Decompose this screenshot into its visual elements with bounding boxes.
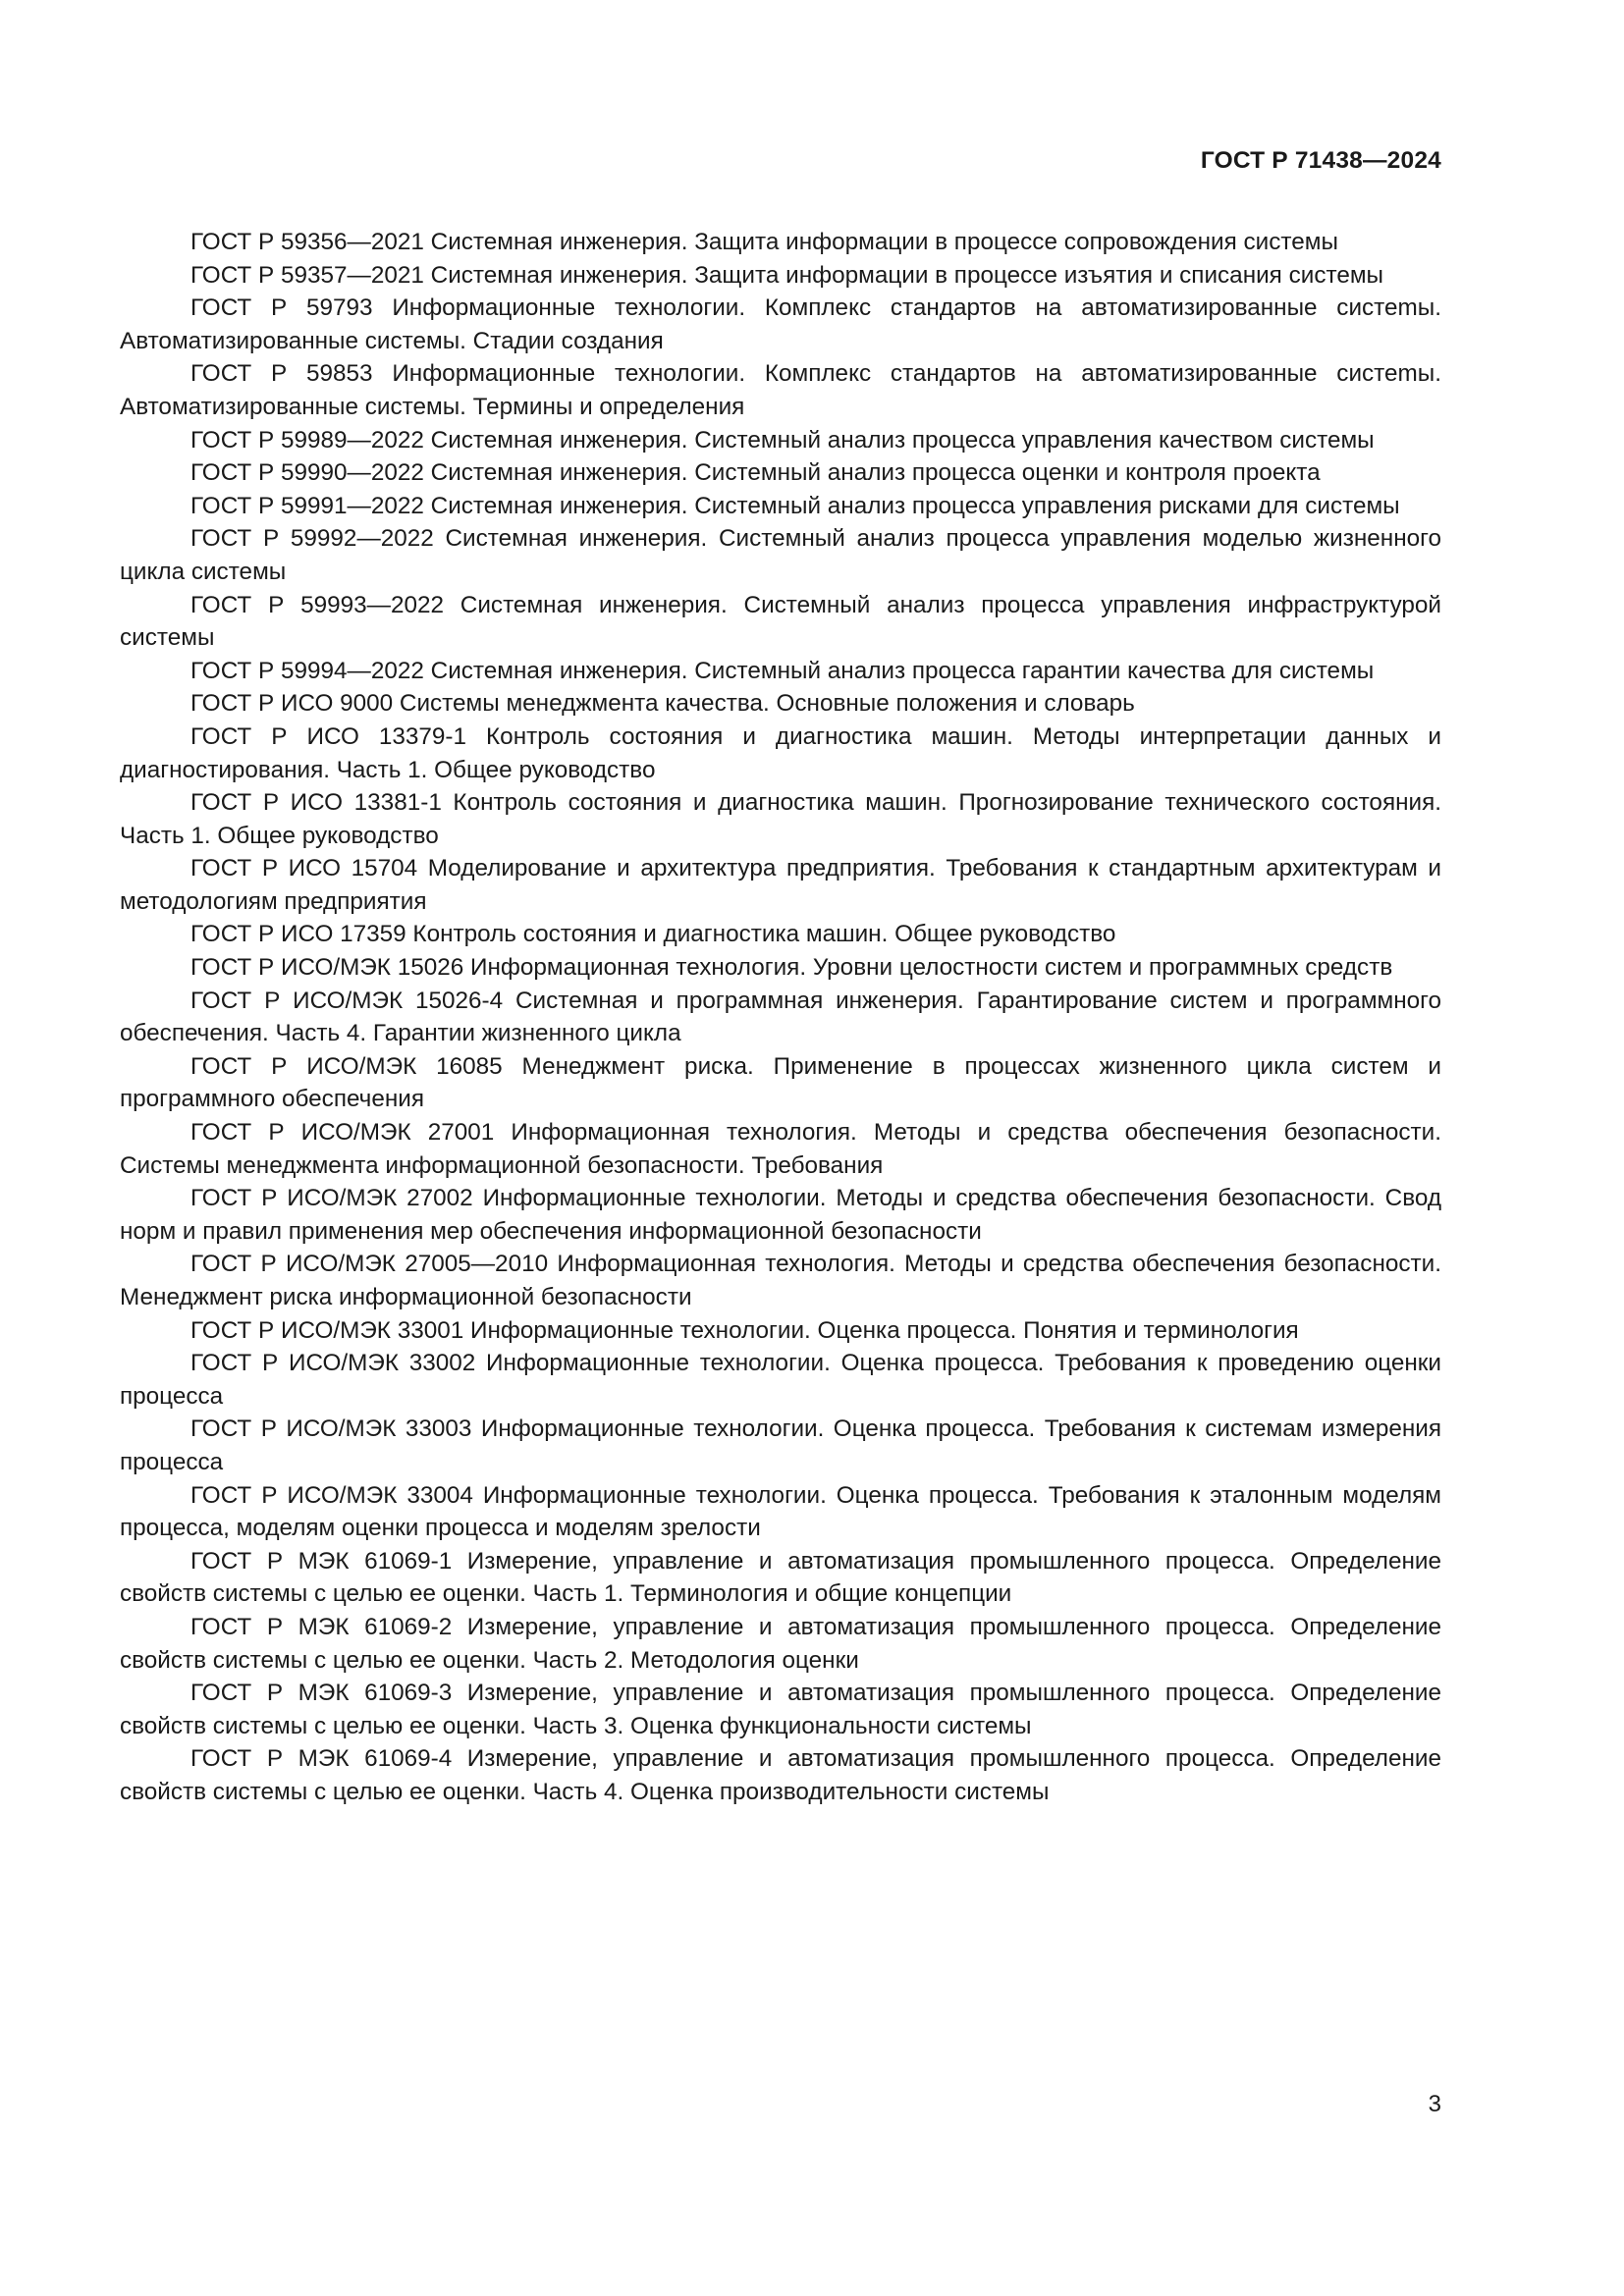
normative-references-list xyxy=(120,226,1441,1809)
reference-item: ГОСТ Р ИСО 17359 Контроль состояния и диагностика машин. Общее руководство xyxy=(190,921,1116,948)
reference-item: ГОСТ Р 59994—2022 Системная инженерия. Системный анализ процесса гарантии качества для системы xyxy=(190,657,1375,684)
reference-item: ГОСТ Р МЭК 61069-4 Измерение, управление и автоматизация промышленного процесса. Определение свойств системы с целью ее оценки. Часть 4. Оценка производительности системы xyxy=(120,1745,1441,1805)
reference-item: ГОСТ Р МЭК 61069-2 Измерение, управление и автоматизация промышленного процесса. Определение свойств системы с целью ее оценки. Часть 2. Методология оценки xyxy=(120,1613,1441,1674)
reference-item: ГОСТ Р ИСО 13381-1 Контроль состояния и диагностика машин. Прогнозирование технического состояния. Часть 1. Общее руководство xyxy=(120,789,1441,849)
reference-item: ГОСТ Р ИСО/МЭК 16085 Менеджмент риска. Применение в процессах жизненного цикла систем и программного обеспечения xyxy=(120,1052,1441,1113)
reference-item: ГОСТ Р МЭК 61069-1 Измерение, управление и автоматизация промышленного процесса. Определение свойств системы с целью ее оценки. Часть 1. Терминология и общие концепции xyxy=(120,1547,1441,1608)
reference-item: ГОСТ Р 59853 Информационные технологии. Комплекс стандартов на автоматизированные систеmы. Автоматизированные системы. Термины и определения xyxy=(120,360,1441,420)
reference-item: ГОСТ Р ИСО/МЭК 15026-4 Системная и программная инженерия. Гарантирование систем и программного обеспечения. Часть 4. Гарантии жизненного цикла xyxy=(120,987,1441,1047)
reference-item: ГОСТ Р ИСО 9000 Системы менеджмента качества. Основные положения и словарь xyxy=(190,690,1135,718)
reference-item: ГОСТ Р ИСО 15704 Моделирование и архитектура предприятия. Требования к стандартным архитектурам и методологиям предприятия xyxy=(120,855,1441,915)
reference-item: ГОСТ Р 59357—2021 Системная инженерия. Защита информации в процессе изъятия и списания системы xyxy=(190,261,1383,289)
reference-item: ГОСТ Р ИСО/МЭК 27002 Информационные технологии. Методы и средства обеспечения безопасности. Свод норм и правил применения мер обеспечения информационной безопасности xyxy=(120,1185,1441,1245)
reference-item: ГОСТ Р ИСО/МЭК 33001 Информационные технологии. Оценка процесса. Понятия и терминология xyxy=(190,1316,1299,1344)
reference-item: ГОСТ Р ИСО/МЭК 33004 Информационные технологии. Оценка процесса. Требования к эталонным моделям процесса, моделям оценки процесса и моделям зрелости xyxy=(120,1481,1441,1542)
reference-item: ГОСТ Р ИСО/МЭК 33002 Информационные технологии. Оценка процесса. Требования к проведению оценки процесса xyxy=(120,1350,1441,1410)
reference-item: ГОСТ Р ИСО/МЭК 27001 Информационная технология. Методы и средства обеспечения безопасности. Системы менеджмента информационной безопасности. Требования xyxy=(120,1119,1441,1179)
reference-item: ГОСТ Р 59993—2022 Системная инженерия. Системный анализ процесса управления инфраструктурой системы xyxy=(120,591,1441,652)
reference-item: ГОСТ Р МЭК 61069-3 Измерение, управление и автоматизация промышленного процесса. Определение свойств системы с целью ее оценки. Часть 3. Оценка функциональности системы xyxy=(120,1680,1441,1739)
page-number: 3 xyxy=(1428,2091,1441,2117)
reference-item: ГОСТ Р 59990—2022 Системная инженерия. Системный анализ процесса оценки и контроля проекта xyxy=(190,459,1321,487)
reference-item: ГОСТ Р 59992—2022 Системная инженерия. Системный анализ процесса управления моделью жизненного цикла системы xyxy=(120,525,1441,585)
reference-item: ГОСТ Р ИСО/МЭК 27005—2010 Информационная технология. Методы и средства обеспечения безопасности. Менеджмент риска информационной безопасности xyxy=(120,1251,1441,1310)
reference-item: ГОСТ Р 59989—2022 Системная инженерия. Системный анализ процесса управления качеством системы xyxy=(190,426,1375,454)
reference-item: ГОСТ Р 59356—2021 Системная инженерия. Защита информации в процессе сопровождения системы xyxy=(190,229,1338,255)
reference-item: ГОСТ Р ИСО/МЭК 33003 Информационные технологии. Оценка процесса. Требования к системам измерения процесса xyxy=(120,1415,1441,1475)
reference-item: ГОСТ Р 59991—2022 Системная инженерия. Системный анализ процесса управления рисками для системы xyxy=(190,492,1400,519)
document-code: ГОСТ Р 71438—2024 xyxy=(1200,147,1441,174)
reference-item: ГОСТ Р ИСО/МЭК 15026 Информационная технология. Уровни целостности систем и программных средств xyxy=(190,954,1393,982)
reference-item: ГОСТ Р 59793 Информационные технологии. Комплекс стандартов на автоматизированные систеmы. Автоматизированные системы. Стадии создания xyxy=(120,294,1441,354)
reference-item: ГОСТ Р ИСО 13379-1 Контроль состояния и диагностика машин. Методы интерпретации данных и диагностирования. Часть 1. Общее руководство xyxy=(120,722,1441,783)
